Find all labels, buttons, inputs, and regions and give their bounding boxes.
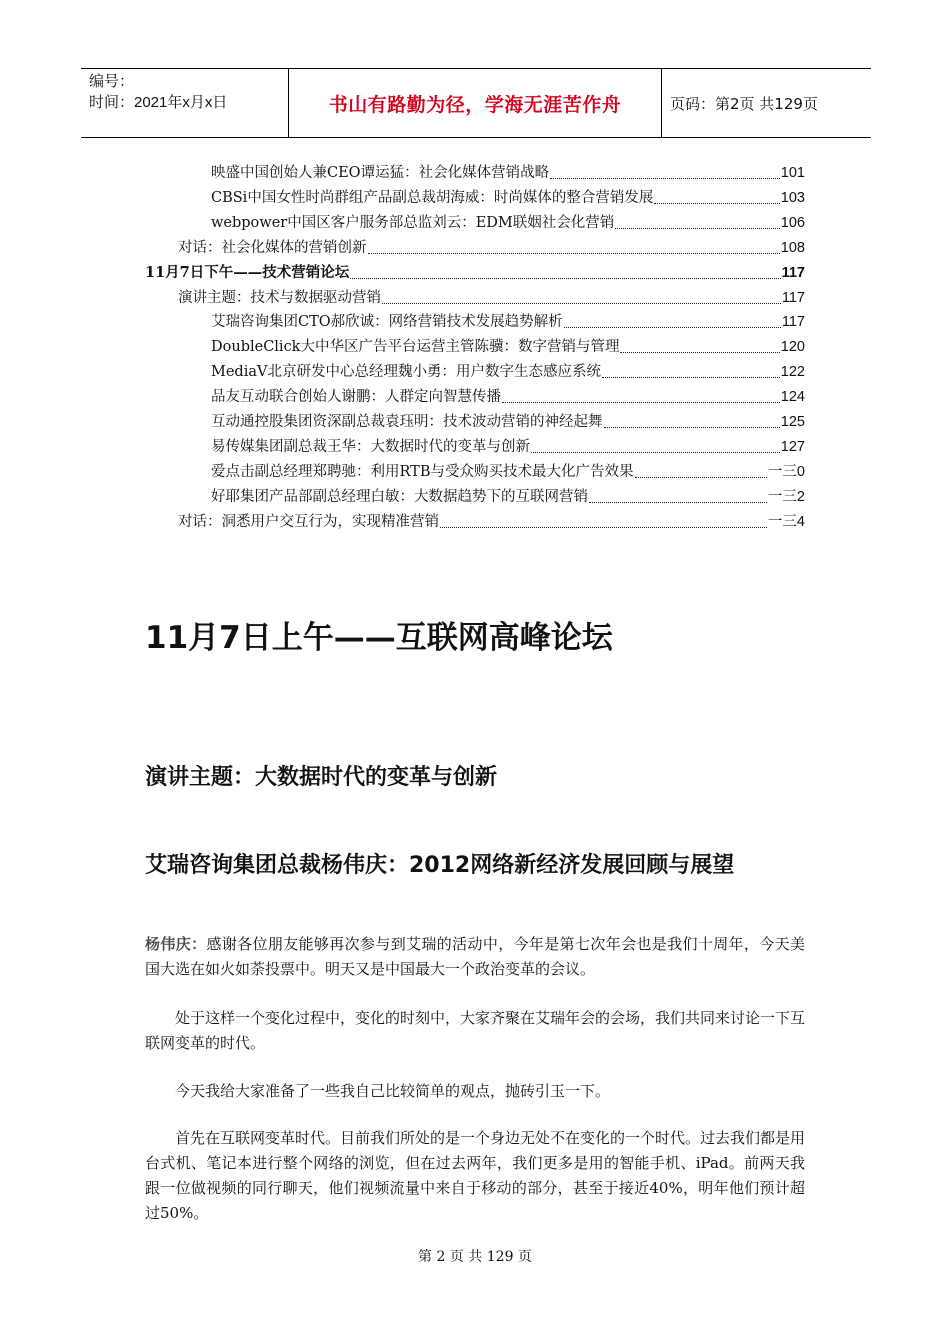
toc-leader-dots (440, 526, 767, 528)
toc-entry-page: 108 (780, 239, 805, 256)
toc-leader-dots (550, 177, 780, 179)
toc-entry-title: 对话：社会化媒体的营销创新 (178, 239, 367, 256)
toc-entry-page: 一三0 (767, 463, 805, 480)
section-heading: 11月7日上午——互联网高峰论坛 (145, 620, 613, 656)
toc-entry-title: 对话：洞悉用户交互行为，实现精准营销 (178, 513, 439, 530)
toc-leader-dots (382, 302, 781, 304)
page-header (81, 68, 871, 138)
toc-entry[interactable] (211, 382, 805, 407)
toc-leader-dots (602, 376, 780, 378)
toc-entry[interactable] (211, 332, 805, 357)
page-footer: 第 2 页 共 129 页 (418, 1249, 532, 1265)
toc-leader-dots (604, 426, 780, 428)
header-time: 时间：2021年x月x日 (89, 94, 228, 111)
toc-entry-title: 演讲主题：技术与数据驱动营销 (178, 289, 381, 306)
toc-entry-title: 易传媒集团副总裁王华：大数据时代的变革与创新 (211, 438, 530, 455)
toc-leader-dots (368, 252, 780, 254)
toc-entry-page: 125 (780, 414, 805, 430)
toc-entry-title: 品友互动联合创始人谢鹏：人群定向智慧传播 (211, 389, 501, 406)
header-meta (81, 69, 289, 137)
toc-entry-title: MediaV北京研发中心总经理魏小勇：用户数字生态感应系统 (211, 364, 601, 381)
toc-leader-dots (589, 501, 767, 503)
toc-entry[interactable] (211, 307, 805, 332)
toc-entry-page: 117 (781, 289, 805, 306)
toc-entry-title: 映盛中国创始人兼CEO谭运猛：社会化媒体营销战略 (211, 165, 550, 181)
toc-entry[interactable] (178, 507, 805, 532)
toc-entry-title: DoubleClick大中华区广告平台运营主管陈骥：数字营销与管理 (211, 339, 620, 356)
toc-entry[interactable] (178, 233, 805, 258)
toc-entry-title: webpower中国区客户服务部总监刘云：EDM联姻社会化营销 (211, 214, 615, 231)
toc-entry-page: 122 (780, 364, 805, 381)
toc-entry[interactable] (211, 208, 805, 233)
toc-leader-dots (502, 401, 780, 403)
toc-leader-dots (635, 476, 767, 478)
paragraph-text: 感谢各位朋友能够再次参与到艾瑞的活动中，今年是第七次年会也是我们十周年，今天美国大选在如火如荼投票中。明天又是中国最大一个政治变革的会议。 (145, 935, 805, 978)
speech-heading: 艾瑞咨询集团总裁杨伟庆：2012网络新经济发展回顾与展望 (145, 853, 735, 878)
toc-entry-page: 124 (780, 389, 805, 406)
body-paragraph-1 (145, 932, 805, 982)
header-page-info: 页码：第2页 共129页 (670, 94, 818, 113)
toc-leader-dots (531, 451, 780, 453)
header-motto: 书山有路勤为径，学海无涯苦作舟 (289, 69, 662, 137)
toc-entry[interactable] (211, 357, 805, 382)
toc-entry-page: 103 (780, 189, 805, 206)
toc-leader-dots (654, 202, 779, 204)
toc-entry-page: 120 (780, 339, 805, 356)
toc-leader-dots (350, 277, 780, 279)
toc-entry-page: 117 (781, 314, 805, 331)
toc-entry[interactable] (211, 158, 805, 183)
toc-entry[interactable] (211, 183, 805, 208)
toc-entry-page: 106 (780, 214, 805, 231)
toc-entry-title: 爱点击副总经理郑聘驰：利用RTB与受众购买技术最大化广告效果 (211, 463, 634, 480)
toc-leader-dots (615, 227, 780, 229)
toc-entry-title: 好耶集团产品部副总经理白敏：大数据趋势下的互联网营销 (211, 488, 588, 505)
toc-leader-dots (564, 326, 781, 328)
toc-entry-page: 一三4 (767, 513, 805, 530)
speaker-name: 杨伟庆： (145, 935, 207, 953)
toc-entry-page: 117 (781, 264, 805, 281)
toc-entry-title: 11月7日下午——技术营销论坛 (145, 263, 350, 281)
body-paragraph-3: 今天我给大家准备了一些我自己比较简单的观点，抛砖引玉一下。 (175, 1082, 611, 1100)
toc-entry[interactable] (211, 482, 805, 507)
toc-entry[interactable] (178, 283, 805, 308)
toc-entry-page: 一三2 (767, 488, 805, 505)
toc-entry[interactable] (211, 407, 805, 432)
toc-entry-page: 101 (780, 165, 805, 181)
toc-leader-dots (620, 351, 779, 353)
body-paragraph-2: 处于这样一个变化过程中，变化的时刻中，大家齐聚在艾瑞年会的会场，我们共同来讨论一下互联网变革的时代。 (145, 1009, 806, 1052)
body-paragraph-4: 首先在互联网变革时代。目前我们所处的是一个身边无处不在变化的一个时代。过去我们都是用台式机、笔记本进行整个网络的浏览，但在过去两年，我们更多是用的智能手机、iPad。前两天我跟一位做视频的同行聊天，他们视频流量中来自于移动的部分，甚至于接近40%，明年他们预计超过50%。 (145, 1129, 806, 1222)
toc-entry[interactable] (211, 457, 805, 482)
topic-heading: 演讲主题：大数据时代的变革与创新 (145, 765, 498, 790)
header-number: 编号： (89, 73, 135, 90)
toc-entry[interactable] (145, 258, 805, 283)
toc-entry-title: 互动通控股集团资深副总裁袁珏明：技术波动营销的神经起舞 (211, 414, 603, 430)
toc-entry-title: 艾瑞咨询集团CTO郝欣诚：网络营销技术发展趋势解析 (211, 314, 563, 331)
toc-entry-title: CBSi中国女性时尚群组产品副总裁胡海威：时尚媒体的整合营销发展 (211, 189, 654, 206)
toc-entry-page: 127 (780, 438, 805, 455)
toc-entry[interactable] (211, 432, 805, 457)
